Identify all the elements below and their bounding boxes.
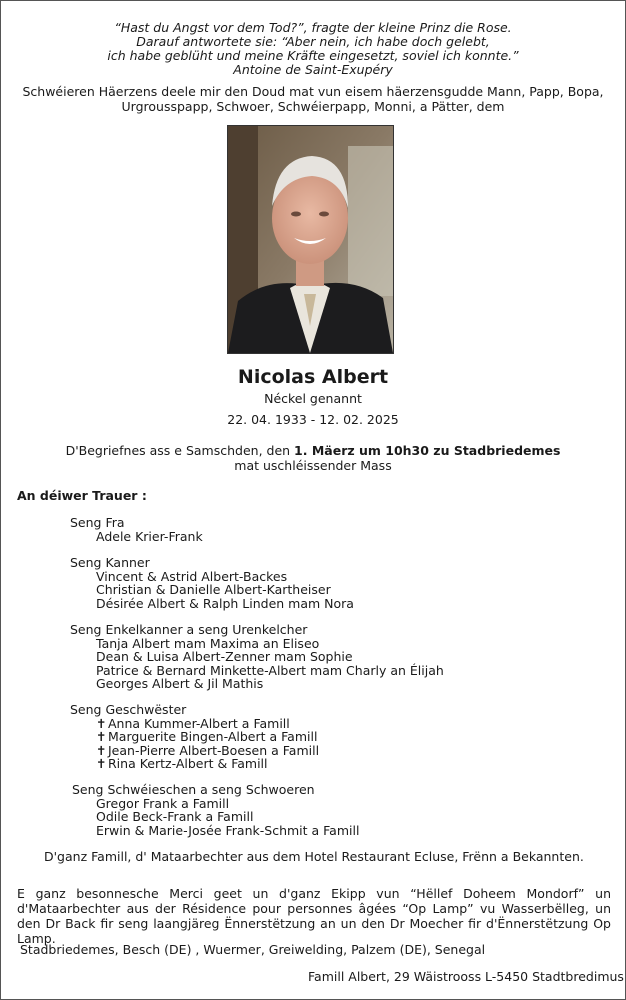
portrait-photo bbox=[227, 125, 394, 354]
group-name: Odile Beck-Frank a Famill bbox=[96, 809, 254, 824]
group-name: Christian & Danielle Albert-Kartheiser bbox=[96, 582, 331, 597]
intro-line-1: Schwéieren Häerzens deele mir den Doud mat vun eisem häerzensgudde Mann, Papp, Bopa, bbox=[22, 84, 604, 99]
group-name: Gregor Frank a Famill bbox=[96, 796, 230, 811]
family-line: D'ganz Famill, d' Mataarbechter aus dem Hotel Restaurant Ecluse, Frënn a Bekannten. bbox=[44, 849, 584, 864]
group-name: Dean & Luisa Albert-Zenner mam Sophie bbox=[96, 649, 353, 664]
group-title-geschwester: Seng Geschwëster bbox=[70, 702, 187, 717]
mourners-heading: An déiwer Trauer : bbox=[17, 488, 147, 503]
funeral-line-1 bbox=[0, 443, 626, 458]
deceased-dates: 22. 04. 1933 - 12. 02. 2025 bbox=[227, 412, 399, 427]
group-name: ✝ Marguerite Bingen-Albert a Famill bbox=[96, 729, 318, 744]
group-name: Tanja Albert mam Maxima an Eliseo bbox=[96, 636, 320, 651]
group-name: Vincent & Astrid Albert-Backes bbox=[96, 569, 288, 584]
quote-line-2: Darauf antwortete sie: “Aber nein, ich habe doch gelebt, bbox=[136, 34, 490, 49]
group-title-enkel: Seng Enkelkanner a seng Urenkelcher bbox=[70, 622, 308, 637]
deceased-name: Nicolas Albert bbox=[237, 366, 389, 388]
group-name: ✝ Rina Kertz-Albert & Famill bbox=[96, 756, 268, 771]
group-title-schweieschen: Seng Schwéieschen a seng Schwoeren bbox=[72, 782, 315, 797]
funeral-text: D'Begriefnes ass e Samschden, den bbox=[65, 443, 295, 458]
cross-icon: ✝ bbox=[96, 756, 107, 771]
group-name: Désirée Albert & Ralph Linden mam Nora bbox=[96, 596, 354, 611]
intro-line-2: Urgrousspapp, Schwoer, Schwéierpapp, Monni, a Pätter, dem bbox=[121, 99, 505, 114]
group-name: Georges Albert & Jil Mathis bbox=[96, 676, 264, 691]
cross-icon: ✝ bbox=[96, 716, 107, 731]
deceased-nickname: Néckel genannt bbox=[264, 391, 362, 406]
funeral-line-2: mat uschléissender Mass bbox=[234, 458, 392, 473]
group-title-kanner: Seng Kanner bbox=[70, 555, 150, 570]
group-title-fra: Seng Fra bbox=[70, 515, 125, 530]
address-line: Famill Albert, 29 Wäistrooss L-5450 Stadtbredimus bbox=[308, 969, 624, 984]
group-name: Adele Krier-Frank bbox=[96, 529, 203, 544]
group-name: Erwin & Marie-Josée Frank-Schmit a Famill bbox=[96, 823, 360, 838]
group-name: Patrice & Bernard Minkette-Albert mam Charly an Élijah bbox=[96, 663, 444, 678]
group-name: ✝ Anna Kummer-Albert a Famill bbox=[96, 716, 290, 731]
thanks-paragraph: E ganz besonnesche Merci geet un d'ganz Ekipp vun “Hëllef Doheem Mondorf” un d'Mataarbechter aus der Résidence pour personnes âgées “Op Lamp” vu Wasserbëlleg, un den Dr Back fir seng laangjäreg Ënnerstëtzung an un den Dr Moecher fir d'Ënnerstëtzung Op Lamp. bbox=[17, 886, 611, 946]
quote-author: Antoine de Saint-Exupéry bbox=[233, 62, 393, 77]
quote-line-1: “Hast du Angst vor dem Tod?”, fragte der kleine Prinz die Rose. bbox=[114, 20, 512, 35]
group-name: ✝ Jean-Pierre Albert-Boesen a Famill bbox=[96, 743, 320, 758]
cross-icon: ✝ bbox=[96, 729, 107, 744]
quote-line-3: ich habe geblüht und meine Kräfte eingesetzt, soviel ich konnte.” bbox=[107, 48, 519, 63]
cross-icon: ✝ bbox=[96, 743, 107, 758]
funeral-date-place: 1. Mäerz um 10h30 zu Stadbriedemes bbox=[294, 443, 561, 458]
places-line: Stadbriedemes, Besch (DE) , Wuermer, Greiwelding, Palzem (DE), Senegal bbox=[20, 942, 486, 957]
